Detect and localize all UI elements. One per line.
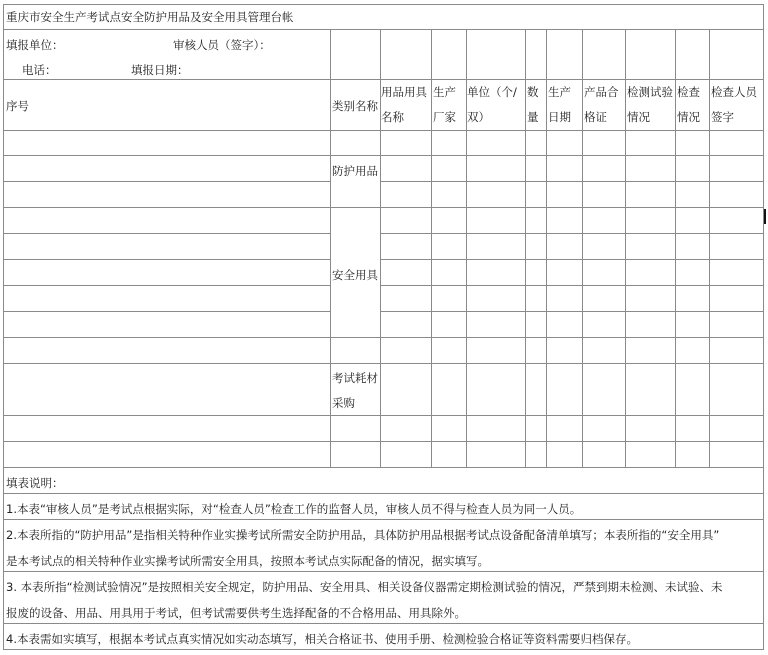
col-header-manufacturer [433, 80, 456, 130]
col-header-quantity [527, 80, 539, 130]
grid-line [3, 519, 764, 520]
col-header-item-name [381, 80, 427, 130]
col-header-certificate-line2: 格证 [584, 110, 607, 124]
grid-line [431, 29, 432, 468]
grid-line [3, 467, 764, 468]
grid-line [3, 285, 331, 286]
grid-line [3, 623, 764, 624]
date-label: 填报日期： [131, 63, 189, 77]
grid-line [3, 337, 764, 338]
grid-line [3, 130, 764, 131]
col-header-unit-line2: 双） [467, 110, 490, 124]
col-header-quantity-line1: 数 [527, 85, 539, 99]
note-4: 4.本表需如实填写，根据本考试点真实情况如实动态填写，相关合格证书、使用手册、检测检验合格证等资料需要归档保存。 [6, 632, 638, 646]
grid-line [3, 259, 331, 260]
note-3-line2: 报废的设备、用品、用具用于考试，但考试需要供考生选择配备的不合格用品、用具除外。 [6, 606, 466, 620]
note-2-line1: 2.本表所指的“防护用品”是指相关特种作业实操考试所需安全防护用品，具体防护用品根据考试点设备配备清单填写；本表所指的“安全用具” [6, 528, 720, 542]
note-2-line2: 是本考试点的相关特种作业实操考试所需安全用具，按照本考试点实际配备的情况，据实填写。 [6, 554, 489, 568]
col-header-certificate [584, 80, 619, 130]
col-header-certificate-line1: 产品合 [584, 85, 619, 99]
grid-line [3, 181, 331, 182]
col-header-quantity-line2: 量 [527, 110, 539, 124]
grid-line [3, 207, 764, 208]
grid-line [546, 29, 547, 468]
category-consumables-line1: 考试耗材 [332, 371, 378, 385]
grid-line [380, 285, 764, 286]
note-1: 1.本表“审核人员”是考试点根据实际，对“检查人员”检查工作的监督人员，审核人员不得与检查人员为同一人员。 [6, 502, 582, 516]
grid-line [625, 29, 626, 468]
col-header-inspector-sign-line2: 签字 [711, 110, 734, 124]
col-header-manufacturer-line2: 厂家 [433, 110, 456, 124]
phone-label: 电话： [22, 63, 57, 77]
category-consumables [332, 366, 378, 416]
col-header-manufacturer-line1: 生产 [433, 85, 456, 99]
grid-line [3, 493, 764, 494]
grid-line [3, 363, 764, 364]
grid-line [380, 233, 764, 234]
grid-line [525, 29, 526, 468]
grid-line [3, 441, 764, 442]
col-header-unit [467, 80, 517, 130]
col-header-test-status-line2: 情况 [627, 110, 650, 124]
grid-line [675, 29, 676, 468]
col-header-inspector-sign [711, 80, 757, 130]
grid-line [3, 155, 764, 156]
unit-label: 填报单位： [6, 38, 64, 52]
grid-line [709, 29, 710, 468]
grid-line [3, 311, 331, 312]
text-cursor [764, 209, 766, 224]
grid-line [3, 233, 331, 234]
grid-line [3, 4, 4, 650]
grid-line [3, 571, 764, 572]
reviewer-label: 审核人员（签字）： [173, 38, 271, 52]
col-header-category: 类别名称 [332, 99, 378, 113]
grid-line [380, 259, 764, 260]
col-header-seq: 序号 [6, 99, 29, 113]
col-header-prod-date [548, 80, 571, 130]
col-header-inspector-sign-line1: 检查人员 [711, 85, 757, 99]
col-header-check-status [677, 80, 700, 130]
grid-line [380, 181, 764, 182]
category-protective: 防护用品 [332, 164, 378, 178]
notes-heading: 填表说明： [6, 476, 64, 490]
col-header-check-status-line1: 检查 [677, 85, 700, 99]
col-header-test-status [627, 80, 673, 130]
grid-line [330, 29, 331, 468]
grid-line [3, 4, 764, 5]
col-header-prod-date-line1: 生产 [548, 85, 571, 99]
grid-line [3, 415, 764, 416]
grid-line [763, 4, 764, 650]
col-header-prod-date-line2: 日期 [548, 110, 571, 124]
category-consumables-line2: 采购 [332, 396, 355, 410]
note-3-line1: 3. 本表所指“检测试验情况”是按照相关安全规定，防护用品、安全用具、相关设备仪器需定期检测试验的情况，严禁到期未检测、未试验、未 [6, 580, 723, 594]
col-header-test-status-line1: 检测试验 [627, 85, 673, 99]
col-header-check-status-line2: 情况 [677, 110, 700, 124]
grid-line [582, 29, 583, 468]
col-header-unit-line1: 单位（个/ [467, 85, 517, 99]
grid-line [3, 29, 764, 30]
grid-line [380, 311, 764, 312]
page-title: 重庆市安全生产考试点安全防护用品及安全用具管理台帐 [6, 10, 294, 24]
category-safety-tools: 安全用具 [332, 268, 378, 282]
grid-line [3, 649, 764, 650]
col-header-item-name-line2: 名称 [381, 110, 404, 124]
col-header-item-name-line1: 用品用具 [381, 85, 427, 99]
